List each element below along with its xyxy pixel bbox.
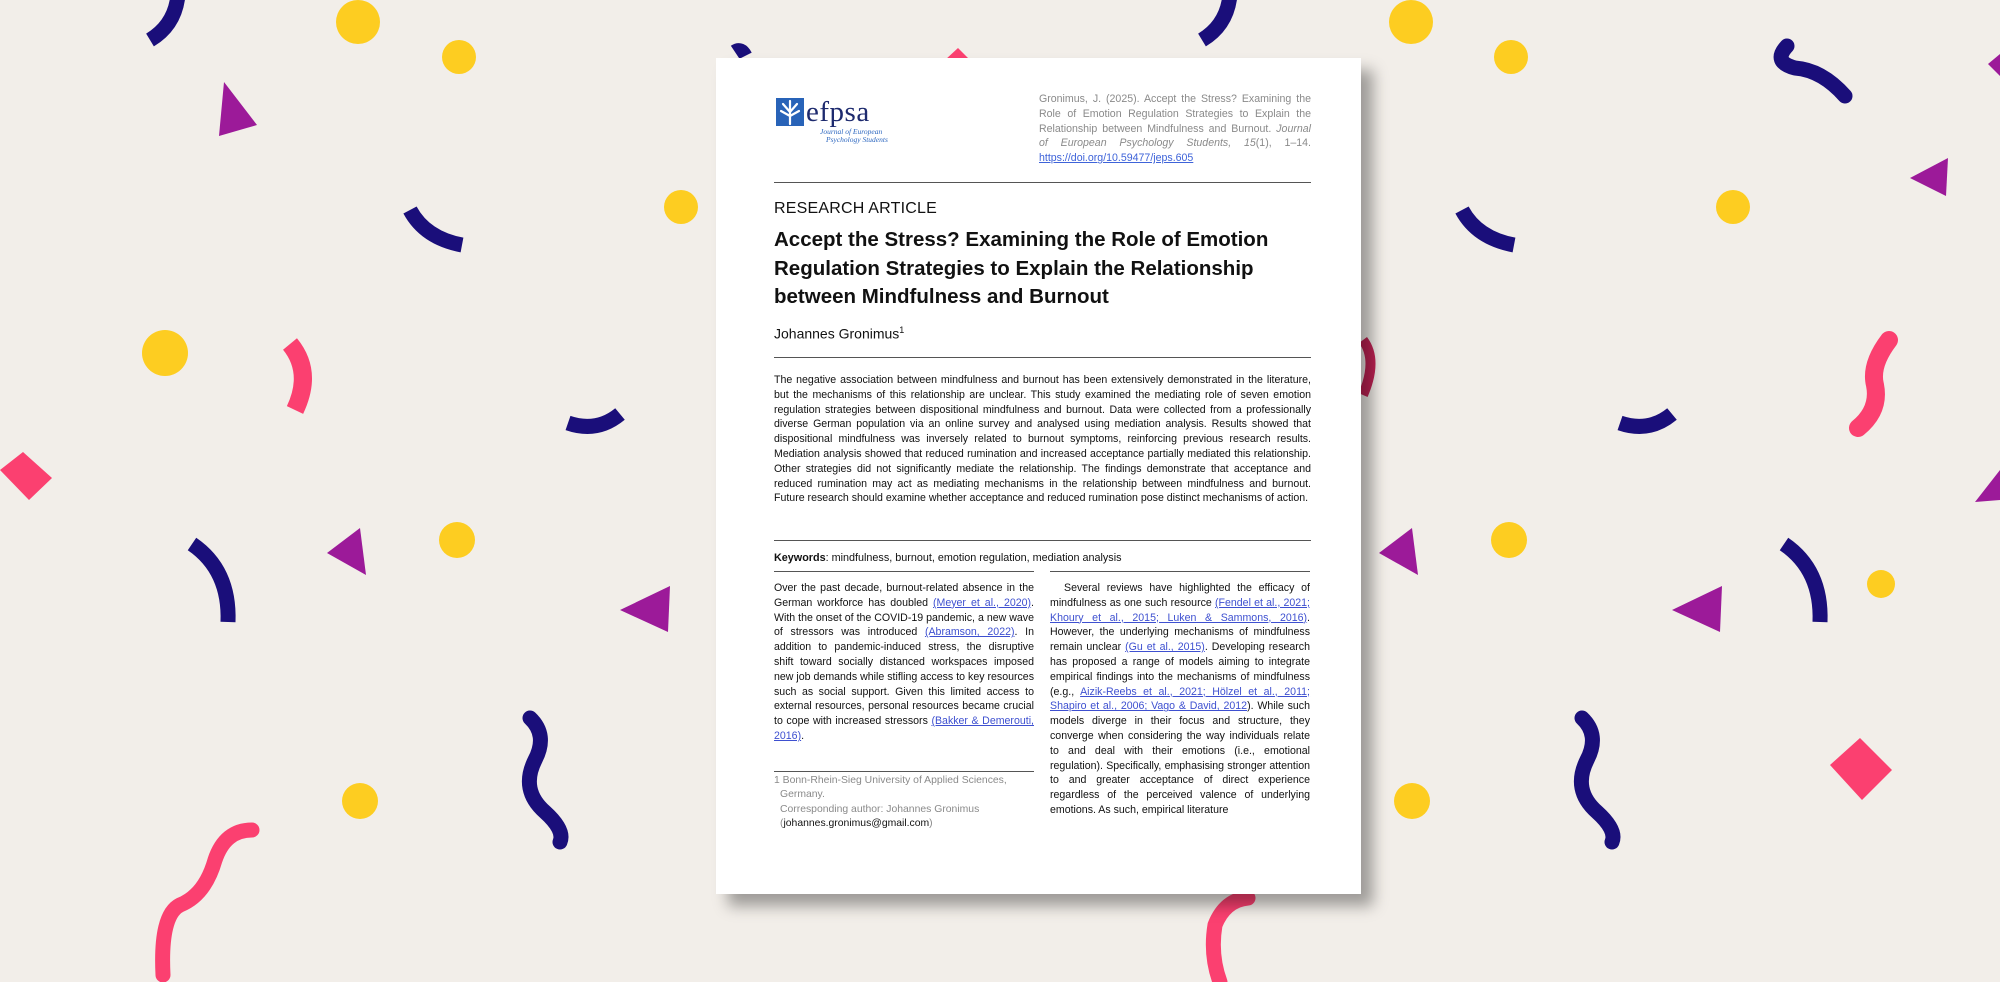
confetti-arc (1363, 340, 1371, 395)
confetti-wave (529, 718, 561, 842)
confetti-dot (1494, 40, 1528, 74)
confetti-dot (1389, 0, 1433, 44)
author-email[interactable]: johannes.gronimus@gmail.com (783, 818, 930, 830)
confetti-wave (1781, 46, 1845, 96)
confetti-arc (150, 0, 178, 40)
confetti-triangle (1379, 528, 1418, 575)
footnote-email-line (774, 817, 1034, 831)
footnote-paren: ( (780, 818, 784, 830)
confetti-square (0, 452, 52, 500)
confetti-triangle (1975, 470, 2000, 502)
confetti-triangle (1988, 54, 2000, 76)
confetti-wave (1213, 898, 1248, 982)
confetti-dot (442, 40, 476, 74)
confetti-dot (342, 783, 378, 819)
keywords-label: Keywords (774, 552, 826, 564)
body-text: . However, the underlying mechanisms of mindfulness remain unclear (1050, 611, 1310, 654)
confetti-wave (163, 830, 252, 975)
confetti-arc (290, 344, 303, 410)
body-text: ). While such models diverge in their focus and structure, they converge when considering the way individuals relate to and deal with their emotions (i.e., emotional regulation). Specifically, emphasising stronger attention to and greater acceptance of direct experience regardless of the perceived valence of underlying emotions. As such, empirical literature (1050, 700, 1310, 816)
keywords-line (774, 552, 1122, 564)
citation-link-reviews[interactable]: (Fendel et al., 2021; Khoury et al., 2015; Luken & Sammons, 2016) (1050, 596, 1310, 624)
confetti-arc (735, 51, 745, 56)
confetti-arc (1620, 414, 1672, 426)
keywords-list: : mindfulness, burnout, emotion regulation, mediation analysis (825, 552, 1122, 564)
citation-link-abramson[interactable]: (Abramson, 2022) (924, 626, 1015, 639)
confetti-arc (1202, 0, 1230, 40)
doi-link[interactable]: https://doi.org/10.59477/jeps.605 (1039, 152, 1194, 165)
citation-journal: Journal of European Psychology Students, (1039, 122, 1311, 150)
citation-link-models[interactable]: Aizik-Reebs et al., 2021; Hölzel et al., 2011; Shapiro et al., 2006; Vago & David, 2012 (1050, 685, 1311, 713)
citation-link-gu[interactable]: (Gu et al., 2015) (1125, 641, 1205, 654)
journal-logo (776, 98, 916, 144)
confetti-dot (1867, 570, 1895, 598)
confetti-square (1830, 738, 1892, 800)
confetti-triangle (1910, 158, 1948, 196)
confetti-wave (1858, 340, 1889, 428)
confetti-dot (664, 190, 698, 224)
confetti-triangle (327, 528, 366, 575)
author-name: Johannes Gronimus (774, 325, 900, 342)
footnote-country: Germany. (780, 789, 825, 801)
body-column-left (774, 581, 1034, 744)
footnote-corresponding: Corresponding author: Johannes Gronimus (780, 803, 980, 815)
header-divider (774, 182, 1311, 183)
article-author (774, 325, 904, 342)
confetti-arc (410, 210, 462, 245)
article-page (716, 58, 1361, 894)
keywords-divider (774, 571, 1034, 572)
body-text: . With the onset of the COVID-19 pandemic, a new wave of stressors was introduced (774, 596, 1034, 639)
body-text: . (801, 729, 805, 742)
footnote-divider (774, 771, 1034, 772)
body-text: Over the past decade, burnout-related absence in the German workforce has doubled (774, 582, 1034, 609)
confetti-dot (1491, 522, 1527, 558)
confetti-triangle (1672, 586, 1722, 632)
confetti-wave (1581, 718, 1613, 842)
author-affiliation-marker: 1 (899, 325, 905, 335)
confetti-arc (192, 544, 228, 622)
citation-link-meyer[interactable]: (Meyer et al., 2020) (933, 596, 1032, 609)
logo-wordmark: efpsa (806, 96, 870, 128)
citation-volume: 15 (1231, 137, 1256, 150)
confetti-dot (336, 0, 380, 44)
body-text: Several reviews have highlighted the efficacy of mindfulness as one such resource (1050, 582, 1310, 609)
footnote-paren: ) (929, 818, 933, 830)
citation-text: Gronimus, J. (2025). Accept the Stress? Examining the Role of Emotion Regulation Strategies to Explain the Relationship between Mindfulness and Burnout. (1039, 93, 1311, 135)
citation-block (1039, 92, 1311, 166)
logo-subtitle-line: Psychology Students (826, 135, 888, 144)
logo-subtitle (820, 128, 920, 144)
citation-link-bakker[interactable]: (Bakker & Demerouti, 2016) (774, 715, 1034, 742)
confetti-triangle (219, 82, 257, 136)
citation-issue-pages: (1), 1–14. (1255, 137, 1311, 150)
confetti-dot (439, 522, 475, 558)
confetti-triangle (620, 586, 670, 632)
footnote-affiliation: 1 Bonn-Rhein-Sieg University of Applied Sciences, (774, 775, 1007, 786)
body-text: . In addition to pandemic-induced stress, the disruptive shift toward socially distanced workspaces imposed new job demands while stifling access to key resources such as social support. Given this limited access to external resources, personal resources became crucial to cope with increased stressors (774, 626, 1035, 728)
abstract-top-divider (774, 357, 1311, 358)
logo-subtitle-line: Journal of European (820, 127, 883, 136)
confetti-dot (1394, 783, 1430, 819)
confetti-dot (1716, 190, 1750, 224)
abstract-bottom-divider (774, 540, 1311, 541)
confetti-arc (568, 414, 620, 426)
body-column-right (1050, 581, 1310, 818)
abstract-text: The negative association between mindfulness and burnout has been extensively demonstrated in the literature, but the mechanisms of this relationship are unclear. This study examined the mediating role of seven emotion regulation strategies between dispositional mindfulness and burnout. Data were collected from a professionally diverse German population via an online survey and analysed using mediation analysis. Results showed that dispositional mindfulness was inversely related to burnout symptoms, reinforcing previous research results. Mediation analysis showed that reduced rumination and increased acceptance partially mediated this relationship. Other strategies did not significantly mediate the relationship. The findings demonstrate that acceptance and reduced rumination may act as mediating mechanisms in the relationship between mindfulness and burnout. Future research should examine whether acceptance and reduced rumination pose distinct mechanisms of action. (774, 374, 1311, 505)
confetti-arc (1784, 544, 1820, 622)
keywords-divider-right (1050, 571, 1310, 572)
article-type-label: RESEARCH ARTICLE (774, 200, 937, 217)
footnote (774, 774, 1034, 832)
confetti-arc (1462, 210, 1514, 245)
confetti-dot (142, 330, 188, 376)
article-title: Accept the Stress? Examining the Role of Emotion Regulation Strategies to Explain the Relationship between Mindfulness and Burnout (774, 228, 1269, 308)
body-text: . Developing research has proposed a range of models aiming to integrate empirical findings into the mechanisms of mindfulness (e.g., (1050, 641, 1310, 698)
tree-hand-icon (776, 98, 804, 126)
